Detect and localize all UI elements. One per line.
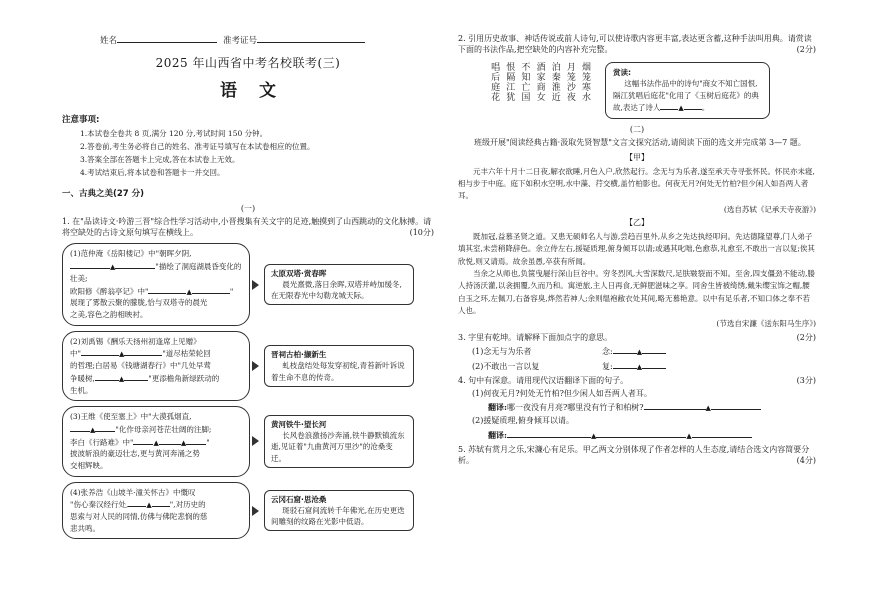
calligraphy-area — [488, 62, 816, 120]
answer-blank[interactable] — [596, 429, 686, 438]
scene-body: 长风卷浪激扬沙奔涌,铁牛静默镇流东逝,见证着"九曲黄河万里沙"的沧桑变迁。 — [271, 431, 405, 463]
question-2-score: (2分) — [796, 44, 816, 54]
passage-b-text: 当余之从师也,负箧曳屣行深山巨谷中。穷冬烈风,大雪深数尺,足肤皲裂而不知。至舍,四支僵劲不能动,媵人持汤沃灌,以衾拥覆,久而乃和。寓逆旅,主人日再食,无鲜肥滋味之享。同舍生皆被绮绣,戴朱缨宝饰之帽,腰白玉之环,左佩刀,右备容臭,烨然若神人;余则缊袍敝衣处其间,略无慕艳意。以中有足乐者,不知口体之奉不若人也。 — [458, 268, 815, 315]
question-1 — [62, 217, 434, 239]
notice-title: 注意事项: — [62, 114, 100, 125]
question-4-translation-1: 翻译:哪一夜没有月亮?哪里没有竹子和柏树? ▲ — [488, 401, 816, 414]
arrow-icon — [250, 280, 260, 290]
scene-title: 晋祠古柏·撷新生 — [271, 350, 327, 360]
calligraphy-column: 酒家商女 — [534, 61, 545, 102]
answer-blank[interactable] — [642, 345, 666, 354]
notice-item: 4.考试结束后,将本试卷和答题卡一并交回。 — [80, 168, 225, 178]
passage-b-text: 既加冠,益慕圣贤之道。又患无硕师名人与游,尝趋百里外,从乡之先达执经叩问。先达德隆望尊,门人弟子填其室,未尝稍降辞色。余立侍左右,援疑质理,俯身倾耳以请;或遇其叱咄,色愈恭,礼愈至,不敢出一言以复;俟其欣悦,则又请焉。故余虽愚,卒获有所闻。 — [458, 231, 815, 266]
answer-blank[interactable] — [507, 429, 591, 438]
answer-blank[interactable] — [95, 423, 115, 432]
poem-prompt-box: (3)王维《使至塞上》中"大漠孤烟直, ▲ "化作母亲河苍茫壮阔的注脚; 李白《行路难》中" ▲ ▲ " 披波斩浪的豪迈壮志,更与黄河奔涌之势 交相辉映。 — [62, 406, 250, 477]
question-2 — [458, 34, 816, 56]
poem-pair-4 — [62, 482, 434, 540]
scene-body: 晨光熹微,落日余晖,双塔并峙加缓冬,在无限春光中勾勒龙城天际。 — [271, 279, 402, 301]
section-title: 一、古典之美(27 分) — [62, 188, 145, 199]
appreciation-text: 这幅书法作品中的诗句"商女不知亡国恨,隔江犹唱后庭花"化用了《玉树后庭花》的典故,表达了诗人 — [612, 79, 759, 113]
calligraphy-column: 恨隔江犹 — [504, 61, 515, 102]
scene-body: 虬枝盘结处每发穿初绽,青苔新叶诉说着生命不息的传奇。 — [271, 361, 405, 382]
question-3-item: (1)念无与为乐者 念: ▲ — [472, 345, 816, 358]
answer-blank[interactable] — [95, 372, 119, 381]
question-4-translation-2: 翻译: ▲ ▲ — [488, 429, 816, 442]
scene-box — [264, 415, 414, 468]
arrow-icon — [250, 361, 260, 371]
answer-blank[interactable] — [70, 260, 110, 269]
arrow-icon — [250, 506, 260, 516]
poem-prompt-box: (2)刘禹锡《酬乐天扬州初逢席上见赠》 中" ▲ "道尽枯荣轮回 的哲理;白居易《钱塘湖春行》中"几处早莺 争暖树, ▲ "更添檐角新绿跃动的 生机。 — [62, 331, 250, 402]
answer-blank[interactable] — [192, 285, 230, 294]
answer-blank[interactable] — [133, 436, 153, 445]
part2-intro: 班级开展"阅读经典古籍·汲取先贤智慧"文言文探究活动,请阅读下面的选文并完成第 3—7 题。 — [474, 138, 806, 148]
part-mark: (二) — [629, 125, 645, 135]
answer-blank[interactable] — [115, 260, 155, 269]
poem-prompt-box: (1)范仲淹《岳阳楼记》中"朝晖夕阴, ▲ "描绘了洞庭湖晨昏变化的壮美; 欧阳修《醉翁亭记》中" ▲ " 展现了雾散云聚的朦胧,恰与双塔寺的晨光 之美,容色之韵相映衬。 — [62, 243, 250, 325]
answer-blank[interactable] — [711, 401, 761, 410]
answer-blank[interactable] — [660, 101, 678, 110]
question-1-score: (10分) — [409, 227, 434, 237]
candidate-info-row — [100, 34, 434, 47]
question-3: 3. 字里有乾坤。请解释下面加点字的意思。 (2分) — [458, 332, 816, 342]
part-mark: (一) — [240, 204, 256, 214]
notice-item: 3.答案全部在答题卡上完成,答在本试卷上无效。 — [80, 155, 240, 165]
calligraphy-column: 不知亡国 — [519, 61, 530, 102]
appreciation-title: 赏读: — [612, 67, 631, 77]
subject-title: 语文 — [220, 80, 298, 101]
question-1-text: 1. 在"品读诗文·吟游三晋"综合性学习活动中,小晋搜集有关文字的足迹,触摸到了山西跳动的文化脉搏。请将空缺处的古诗文原句填写在横线上。 — [62, 216, 432, 237]
passage-b-source: (节选自宋濂《送东阳马生序》) — [716, 319, 816, 329]
name-field[interactable] — [117, 34, 217, 43]
answer-blank[interactable] — [613, 345, 637, 354]
scene-box — [264, 264, 414, 306]
scene-body: 斑驳石窟间流转千年佛光,在历史更迭间雕刻的纹路在光影中低语。 — [271, 505, 405, 527]
poem-pair-1 — [62, 243, 434, 325]
poem-pair-3 — [62, 406, 434, 477]
answer-blank[interactable] — [613, 360, 637, 369]
question-4-item-2: (2)援疑质理,俯身倾耳以请。 — [472, 416, 574, 426]
ticket-label: 准考证号 — [223, 36, 258, 46]
scene-box — [264, 490, 414, 532]
calligraphy-column: 月笼沙夜 — [564, 61, 575, 102]
calligraphy-column: 唱后庭花 — [489, 61, 500, 102]
answer-blank[interactable] — [70, 423, 90, 432]
question-4-item-1: (1)何夜无月?何处无竹柏?但少闲人如吾两人者耳。 — [472, 388, 652, 398]
answer-blank[interactable] — [148, 285, 186, 294]
left-column — [62, 34, 434, 539]
question-2-text: 2. 引用历史故事、神话传说或前人诗句,可以使诗歌内容更丰富,表达更含蓄,这种手法叫用典。请赏读下面的书法作品,把空缺处的内容补充完整。 — [458, 34, 812, 54]
poem-prompt-box: (4)张养浩《山坡羊·潼关怀古》中慨叹 "伤心秦汉经行处, ▲ ",对历史的 思索与对人民的同情,仿佛与佛陀悲悯的慈 悲共鸣。 — [62, 482, 250, 540]
scene-title: 云冈石窟·思沧桑 — [271, 494, 327, 504]
right-column — [458, 34, 816, 466]
ticket-field[interactable] — [257, 34, 365, 43]
scene-title: 太原双塔·赏春晖 — [271, 268, 327, 278]
answer-blank[interactable] — [124, 372, 148, 381]
poem-pair-2 — [62, 331, 434, 402]
calligraphy-column: 泊秦淮近 — [549, 61, 560, 102]
calligraphy-column: 烟笼寒水 — [579, 61, 590, 102]
answer-blank[interactable] — [152, 498, 170, 507]
name-label: 姓名 — [100, 36, 118, 46]
passage-a-text: 元丰六年十月十二日夜,解衣欲睡,月色入户,欣然起行。念无与为乐者,遂至承天寺寻张怀民。怀民亦未寝,相与步于中庭。庭下如积水空明,水中藻、荇交横,盖竹柏影也。何夜无月?何处无竹柏?但少闲人如吾两人者耳。 — [458, 166, 815, 201]
scene-title: 黄河铁牛·望长河 — [271, 419, 327, 429]
answer-blank[interactable] — [81, 347, 119, 356]
arrow-icon — [250, 436, 260, 446]
appreciation-box: 赏读: 这幅书法作品中的诗句"商女不知亡国恨,隔江犹唱后庭花"化用了《玉树后庭花》的典故,表达了诗人 ▲ 。 — [605, 62, 770, 120]
scene-box — [264, 345, 414, 387]
answer-blank[interactable] — [692, 429, 752, 438]
exam-title: 2025 年山西省中考名校联考(三) — [155, 56, 341, 71]
passage-b-mark: 【乙】 — [625, 217, 649, 227]
answer-blank[interactable] — [128, 498, 146, 507]
question-5: 5. 苏轼有赏月之乐,宋濂心有足乐。甲乙两文分别体现了作者怎样的人生态度,请结合选文内容简要分析。 (4分) — [458, 444, 816, 465]
answer-blank[interactable] — [684, 101, 702, 110]
question-3-item: (2)不敢出一言以复 复: ▲ — [472, 360, 816, 373]
answer-blank[interactable] — [159, 436, 181, 445]
passage-a-mark: 【甲】 — [625, 152, 649, 162]
answer-blank[interactable] — [642, 360, 666, 369]
passage-a-source: (选自苏轼《记承天寺夜游》) — [723, 204, 816, 214]
answer-blank[interactable] — [186, 436, 206, 445]
answer-blank[interactable] — [644, 401, 706, 410]
notice-item: 2.答卷前,考生务必将自己的姓名、准考证号填写在本试卷相应的位置。 — [80, 142, 315, 152]
question-4: 4. 句中有深意。请用现代汉语翻译下面的句子。 (3分) — [458, 375, 816, 385]
notice-item: 1.本试卷全卷共 8 页,满分 120 分,考试时间 150 分钟。 — [80, 129, 268, 139]
calligraphy-artwork — [488, 62, 591, 102]
answer-blank[interactable] — [124, 347, 162, 356]
